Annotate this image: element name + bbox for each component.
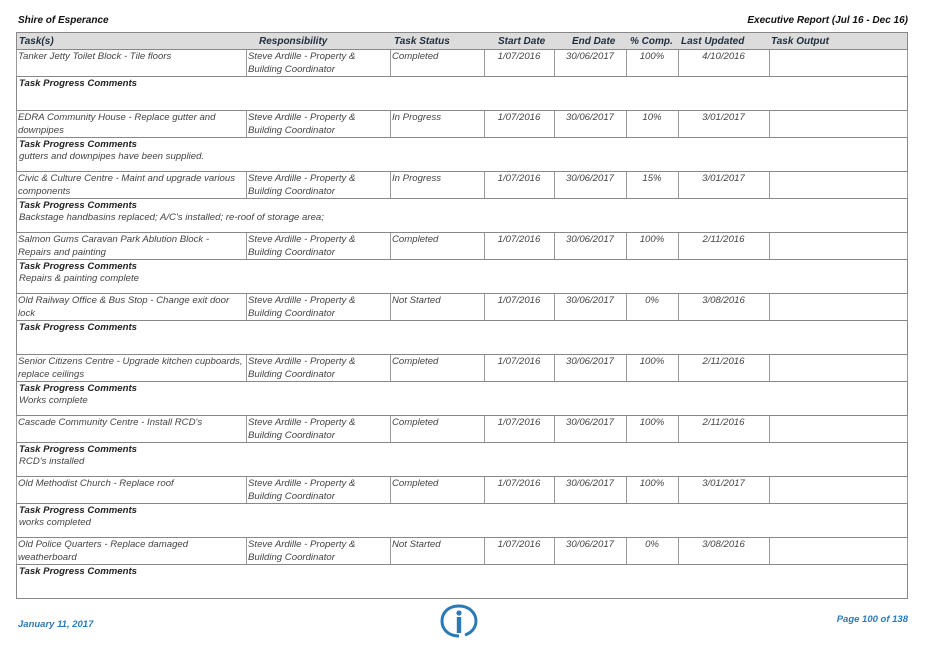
task-status-cell: Completed: [392, 51, 439, 62]
responsibility-cell: Steve Ardille - Property & Building Coordinator: [248, 234, 356, 258]
end-date-cell: 30/06/2017: [565, 356, 614, 367]
start-date-cell: 1/07/2016: [497, 356, 541, 367]
task-table: [16, 50, 908, 599]
percent-cell: 100%: [639, 234, 665, 245]
last-updated-cell: 3/08/2016: [702, 295, 745, 306]
responsibility-cell: Steve Ardille - Property & Building Coordinator: [248, 112, 356, 136]
page-number: Page 100 of 138: [836, 614, 908, 625]
start-date-cell: 1/07/2016: [497, 417, 541, 428]
table-row: [16, 233, 908, 260]
col-end-date: End Date: [572, 36, 616, 47]
table-row: [16, 355, 908, 382]
progress-comment: [16, 321, 908, 355]
end-date-cell: 30/06/2017: [565, 112, 614, 123]
responsibility-cell: Steve Ardille - Property & Building Coordinator: [248, 478, 356, 502]
start-date-cell: 1/07/2016: [497, 539, 541, 550]
col-percent-complete: % Comp.: [630, 36, 673, 47]
percent-cell: 100%: [639, 417, 665, 428]
percent-cell: 0%: [645, 295, 659, 306]
last-updated-cell: 4/10/2016: [702, 51, 745, 62]
progress-comment-label: Task Progress Comments: [19, 444, 138, 455]
task-output-cell: [769, 172, 908, 198]
progress-comment: [16, 138, 908, 172]
progress-comment: [16, 443, 908, 477]
task-name-cell: Tanker Jetty Toilet Block - Tile floors: [18, 51, 172, 62]
progress-comment: [16, 382, 908, 416]
start-date-cell: 1/07/2016: [497, 478, 541, 489]
table-row: [16, 294, 908, 321]
task-status-cell: Not Started: [392, 539, 441, 550]
task-output-cell: [769, 355, 908, 381]
progress-comment-label: Task Progress Comments: [19, 505, 138, 516]
progress-comment: [16, 260, 908, 294]
task-output-cell: [769, 294, 908, 320]
table-row: [16, 172, 908, 199]
task-output-cell: [769, 50, 908, 76]
start-date-cell: 1/07/2016: [497, 173, 541, 184]
progress-comment-text: RCD's installed: [19, 456, 85, 467]
last-updated-cell: 2/11/2016: [702, 356, 745, 367]
percent-cell: 100%: [639, 356, 665, 367]
col-responsibility: Responsibility: [259, 36, 328, 47]
table-row: [16, 477, 908, 504]
start-date-cell: 1/07/2016: [497, 234, 541, 245]
responsibility-cell: Steve Ardille - Property & Building Coordinator: [248, 539, 356, 563]
end-date-cell: 30/06/2017: [565, 51, 614, 62]
end-date-cell: 30/06/2017: [565, 173, 614, 184]
task-name-cell: Senior Citizens Centre - Upgrade kitchen cupboards, replace ceilings: [18, 356, 243, 380]
report-date: January 11, 2017: [18, 619, 94, 630]
col-start-date: Start Date: [498, 36, 546, 47]
end-date-cell: 30/06/2017: [565, 478, 614, 489]
task-status-cell: Completed: [392, 417, 439, 428]
table-row: [16, 111, 908, 138]
progress-comment-text: Works complete: [19, 395, 88, 406]
progress-comment-text: works completed: [19, 517, 91, 528]
responsibility-cell: Steve Ardille - Property & Building Coordinator: [248, 51, 356, 75]
last-updated-cell: 2/11/2016: [702, 417, 745, 428]
table-row: [16, 416, 908, 443]
task-status-cell: Not Started: [392, 295, 441, 306]
end-date-cell: 30/06/2017: [565, 234, 614, 245]
progress-comment: [16, 504, 908, 538]
col-status: Task Status: [394, 36, 450, 47]
task-name-cell: Salmon Gums Caravan Park Ablution Block - Repairs and painting: [18, 234, 210, 258]
start-date-cell: 1/07/2016: [497, 112, 541, 123]
last-updated-cell: 3/01/2017: [702, 478, 745, 489]
progress-comment: [16, 77, 908, 111]
shire-logo-icon: [440, 604, 478, 638]
task-name-cell: Old Methodist Church - Replace roof: [18, 478, 174, 489]
task-name-cell: Civic & Culture Centre - Maint and upgrade various components: [18, 173, 236, 197]
task-output-cell: [769, 416, 908, 442]
percent-cell: 100%: [639, 478, 665, 489]
last-updated-cell: 2/11/2016: [702, 234, 745, 245]
progress-comment-label: Task Progress Comments: [19, 200, 138, 211]
organisation-name: Shire of Esperance: [18, 15, 109, 26]
task-status-cell: Completed: [392, 234, 439, 245]
progress-comment-label: Task Progress Comments: [19, 139, 138, 150]
progress-comment: [16, 565, 908, 599]
percent-cell: 0%: [645, 539, 659, 550]
responsibility-cell: Steve Ardille - Property & Building Coordinator: [248, 295, 356, 319]
percent-cell: 15%: [642, 173, 662, 184]
task-output-cell: [769, 111, 908, 137]
table-row: [16, 50, 908, 77]
task-name-cell: Cascade Community Centre - Install RCD's: [18, 417, 203, 428]
col-last-updated: Last Updated: [681, 36, 745, 47]
task-output-cell: [769, 477, 908, 503]
task-status-cell: In Progress: [392, 173, 442, 184]
percent-cell: 10%: [642, 112, 662, 123]
progress-comment-text: Backstage handbasins replaced; A/C's installed; re-roof of storage area;: [19, 212, 324, 223]
start-date-cell: 1/07/2016: [497, 51, 541, 62]
task-status-cell: Completed: [392, 356, 439, 367]
task-name-cell: EDRA Community House - Replace gutter and downpipes: [18, 112, 216, 136]
responsibility-cell: Steve Ardille - Property & Building Coordinator: [248, 173, 356, 197]
task-output-cell: [769, 538, 908, 564]
responsibility-cell: Steve Ardille - Property & Building Coordinator: [248, 417, 356, 441]
task-status-cell: In Progress: [392, 112, 442, 123]
col-task: Task(s): [19, 36, 54, 47]
col-task-output: Task Output: [771, 36, 829, 47]
responsibility-cell: Steve Ardille - Property & Building Coordinator: [248, 356, 356, 380]
last-updated-cell: 3/01/2017: [702, 112, 745, 123]
progress-comment-label: Task Progress Comments: [19, 566, 138, 577]
percent-cell: 100%: [639, 51, 665, 62]
end-date-cell: 30/06/2017: [565, 295, 614, 306]
last-updated-cell: 3/01/2017: [702, 173, 745, 184]
progress-comment-text: Repairs & painting complete: [19, 273, 139, 284]
task-status-cell: Completed: [392, 478, 439, 489]
table-header: [16, 32, 908, 50]
start-date-cell: 1/07/2016: [497, 295, 541, 306]
report-title: Executive Report (Jul 16 - Dec 16): [747, 15, 908, 26]
end-date-cell: 30/06/2017: [565, 417, 614, 428]
progress-comment-label: Task Progress Comments: [19, 322, 138, 333]
progress-comment: [16, 199, 908, 233]
task-output-cell: [769, 233, 908, 259]
last-updated-cell: 3/08/2016: [702, 539, 745, 550]
table-row: [16, 538, 908, 565]
progress-comment-label: Task Progress Comments: [19, 78, 138, 89]
end-date-cell: 30/06/2017: [565, 539, 614, 550]
task-name-cell: Old Railway Office & Bus Stop - Change exit door lock: [18, 295, 230, 319]
progress-comment-label: Task Progress Comments: [19, 383, 138, 394]
progress-comment-text: gutters and downpipes have been supplied.: [19, 151, 205, 162]
progress-comment-label: Task Progress Comments: [19, 261, 138, 272]
task-name-cell: Old Police Quarters - Replace damaged weatherboard: [18, 539, 189, 563]
